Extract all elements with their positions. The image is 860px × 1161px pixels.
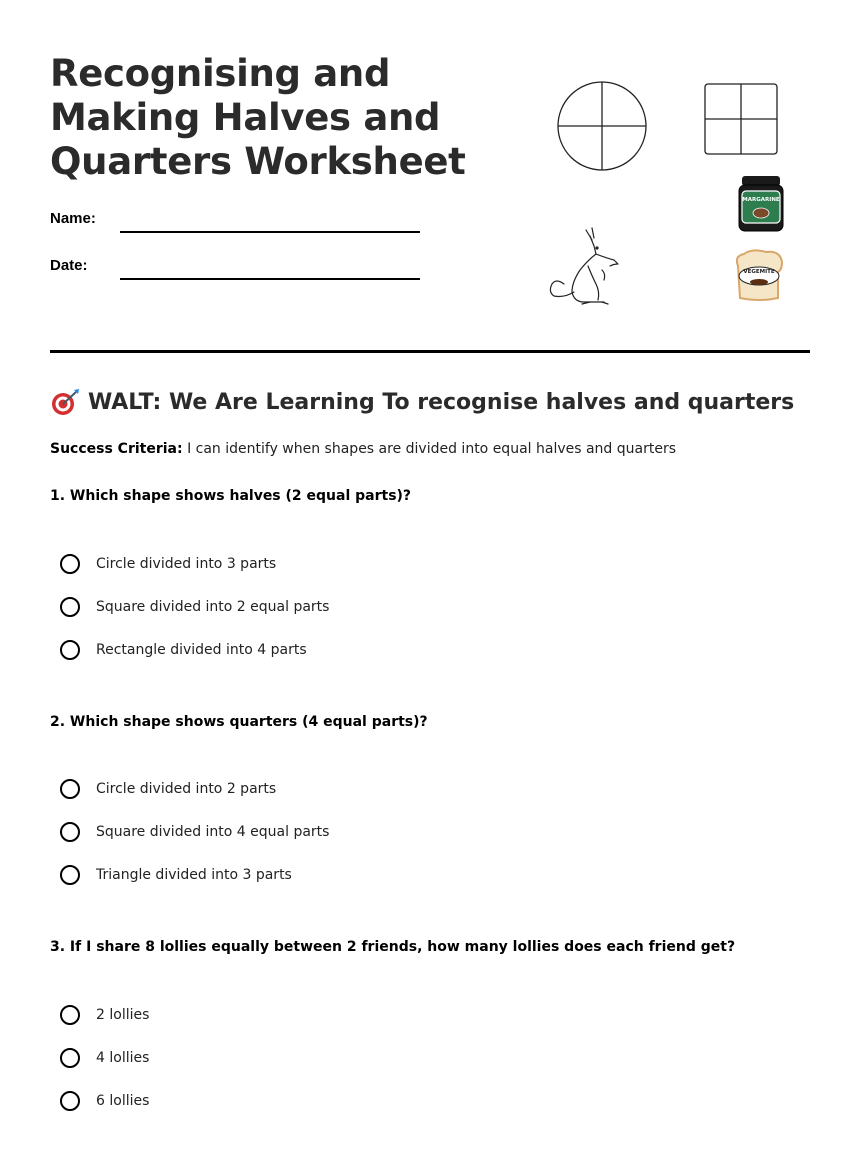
- date-field[interactable]: [120, 278, 420, 280]
- question-1-option-2[interactable]: [60, 597, 329, 617]
- option-label: 4 lollies: [96, 1050, 150, 1066]
- walt-text: WALT: We Are Learning To recognise halves and quarters: [88, 389, 795, 415]
- target-dart-icon: [50, 388, 80, 416]
- option-label: 2 lollies: [96, 1007, 150, 1023]
- radio-button[interactable]: [60, 554, 80, 574]
- question-3-option-1[interactable]: [60, 1005, 149, 1025]
- question-2-option-1[interactable]: [60, 779, 276, 799]
- square-quarters-icon: [705, 84, 777, 154]
- radio-button[interactable]: [60, 640, 80, 660]
- toast-label: VEGEMITE: [743, 269, 775, 275]
- question-3: 3. If I share 8 lollies equally between 2 friends, how many lollies does each friend get?: [50, 939, 736, 955]
- question-3-option-2[interactable]: [60, 1048, 149, 1068]
- option-label: 6 lollies: [96, 1093, 150, 1109]
- option-label: Triangle divided into 3 parts: [96, 867, 292, 883]
- radio-button[interactable]: [60, 1005, 80, 1025]
- option-label: Rectangle divided into 4 parts: [96, 642, 307, 658]
- question-2: 2. Which shape shows quarters (4 equal parts)?: [50, 714, 428, 730]
- question-2-option-3[interactable]: [60, 865, 292, 885]
- question-2-option-2[interactable]: [60, 822, 329, 842]
- question-1-option-1[interactable]: [60, 554, 276, 574]
- page-title: Recognising and Making Halves and Quarters Worksheet: [50, 52, 466, 183]
- date-label: Date:: [50, 257, 88, 274]
- circle-quarters-icon: [558, 82, 646, 170]
- radio-button[interactable]: [60, 597, 80, 617]
- success-criteria: [50, 441, 830, 457]
- vegemite-toast-icon: [737, 250, 782, 300]
- name-field[interactable]: [120, 231, 420, 233]
- radio-button[interactable]: [60, 865, 80, 885]
- option-label: Square divided into 2 equal parts: [96, 599, 330, 615]
- radio-button[interactable]: [60, 779, 80, 799]
- success-criteria-label: Success Criteria:: [50, 441, 183, 457]
- kangaroo-icon: [550, 228, 618, 304]
- name-label: Name:: [50, 210, 96, 227]
- option-label: Circle divided into 3 parts: [96, 556, 277, 572]
- option-label: Square divided into 4 equal parts: [96, 824, 330, 840]
- margarine-jar-icon: [739, 176, 783, 231]
- question-1-option-3[interactable]: [60, 640, 307, 660]
- question-3-option-3[interactable]: [60, 1091, 149, 1111]
- option-label: Circle divided into 2 parts: [96, 781, 277, 797]
- success-criteria-text: I can identify when shapes are divided into equal halves and quarters: [187, 441, 677, 457]
- radio-button[interactable]: [60, 1091, 80, 1111]
- worksheet-illustrations: [530, 70, 820, 320]
- walt-heading: [50, 388, 830, 416]
- section-divider: [50, 350, 810, 353]
- radio-button[interactable]: [60, 1048, 80, 1068]
- radio-button[interactable]: [60, 822, 80, 842]
- jar-label: MARGARINE: [742, 197, 780, 203]
- question-1: 1. Which shape shows halves (2 equal parts)?: [50, 488, 412, 504]
